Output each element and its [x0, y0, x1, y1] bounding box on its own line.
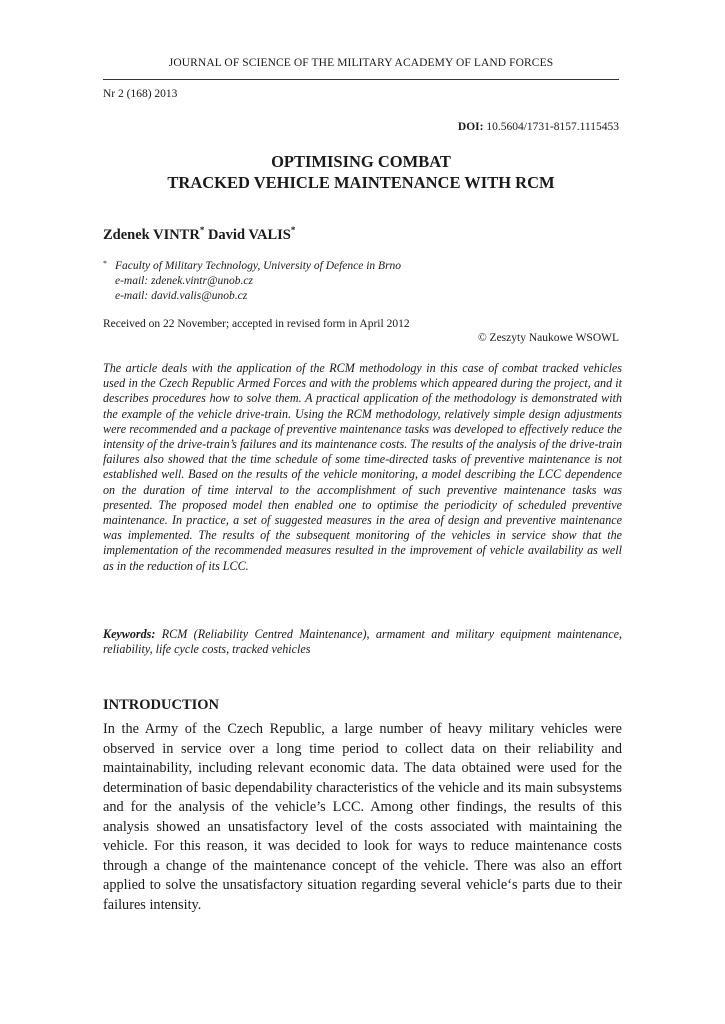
introduction-heading: INTRODUCTION — [103, 697, 220, 713]
abstract: The article deals with the application of the RCM methodology in this case of combat tracked vehicles used in the Czech Republic Armed Forces and with the problems which appeared during the project, and it describes procedures how to solve them. A practical application of the methodology is demonstrated with the example of the vehicle drive-train. Using the RCM methodology, relatively simple design adjustments were recommended and a package of preventive maintenance tasks was developed to effectively reduce the intensity of the drive-train’s failures and its maintenance costs. The results of the analysis of the drive-train failures also showed that the time schedule of some time-directed tasks of preventive maintenance is not established well. Based on the results of the vehicle monitoring, a model describing the LCC dependence on the duration of time interval to the accomplishment of such preventive maintenance tasks was presented. The proposed model then enabled one to optimise the periodicity of scheduled preventive maintenance. In practice, a set of suggested measures in the area of design and preventive maintenance was implemented. The results of the subsequent monitoring of the vehicles in service show that the implementation of the recommended measures resulted in the improvement of vehicle availability as well as in the reduction of its LCC. — [103, 361, 622, 573]
author-1-marker: * — [199, 225, 205, 235]
paper-title — [103, 151, 619, 193]
keywords-text: RCM (Reliability Centred Maintenance), armament and military equipment maintenance, reliability, life cycle costs, tracked vehicles — [103, 627, 622, 657]
affiliation-institution: Faculty of Military Technology, University of Defence in Brno — [115, 260, 402, 272]
header-divider — [103, 79, 619, 80]
received-date: Received on 22 November; accepted in revised form in April 2012 — [103, 318, 410, 330]
title-line-2: TRACKED VEHICLE MAINTENANCE WITH RCM — [167, 173, 555, 192]
copyright: © Zeszyty Naukowe WSOWL — [477, 332, 619, 344]
keywords-label: Keywords: — [103, 627, 156, 641]
journal-header: JOURNAL OF SCIENCE OF THE MILITARY ACADEMY OF LAND FORCES — [168, 57, 554, 69]
keywords — [103, 627, 622, 657]
doi — [458, 121, 619, 133]
doi-value: 10.5604/1731-8157.1115453 — [486, 121, 619, 133]
affiliation-email-2: e-mail: david.valis@unob.cz — [115, 290, 248, 302]
issue-number: Nr 2 (168) 2013 — [103, 88, 178, 100]
author-list — [103, 225, 295, 244]
doi-label: DOI: — [457, 121, 484, 133]
affiliation — [103, 259, 401, 304]
affiliation-email-1: e-mail: zdenek.vintr@unob.cz — [115, 275, 253, 287]
introduction-text: In the Army of the Czech Republic, a large number of heavy military vehicles were observed in service over a long time period to collect data on their reliability and maintainability, including relevant economic data. The data obtained were used for the determination of basic dependability characteristics of the vehicle and its main subsystems and for the analysis of the vehicle’s LCC. Among other findings, the results of this analysis showed an unsatisfactory level of the costs associated with maintaining the vehicle. For this reason, it was decided to look for ways to reduce maintenance costs through a change of the maintenance concept of the vehicle. There was also an effort applied to solve the unsatisfactory situation regarding several vehicle‘s parts due to their failures intensity. — [103, 721, 622, 913]
author-2-marker: * — [290, 225, 296, 235]
affiliation-marker: * — [103, 259, 107, 268]
author-2: David VALIS — [207, 226, 291, 243]
author-1: Zdenek VINTR — [103, 226, 200, 243]
title-line-1: OPTIMISING COMBAT — [271, 152, 451, 171]
